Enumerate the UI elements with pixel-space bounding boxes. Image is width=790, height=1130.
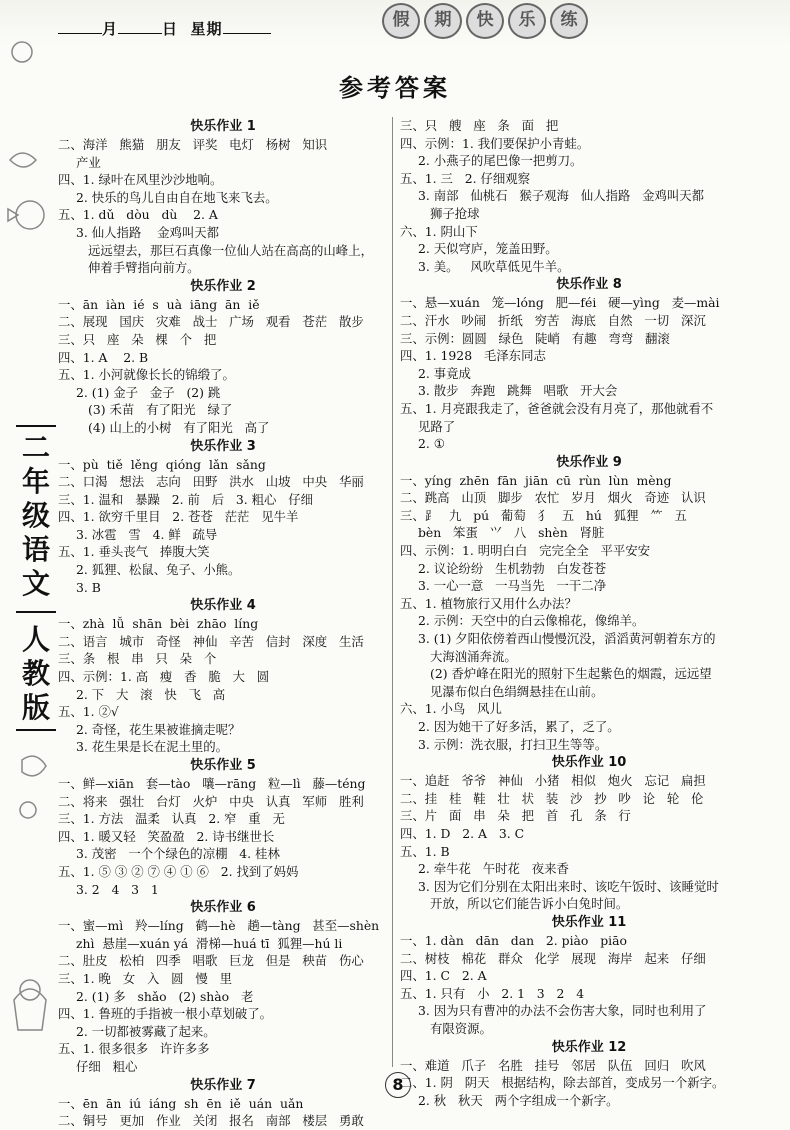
answer-line: 一、1. dàn dān dan 2. piào piāo	[400, 932, 627, 948]
answer-line: 3. 示例：洗衣服，打扫卫生等等。	[418, 736, 608, 752]
answer-line: 2. ①	[418, 436, 445, 452]
answer-line: 三、1. 温和 暴躁 2. 前 后 3. 粗心 仔细	[58, 491, 314, 507]
answer-line: 二、挂 桂 鞋 壮 状 装 沙 抄 吵 论 轮 伦	[400, 790, 704, 806]
side-char: 版	[21, 691, 50, 724]
answer-line: 六、1. 阴山下	[400, 223, 478, 239]
answer-line: zhì 悬崖—xuán yá 滑梯—huá tī 狐狸—hú li	[76, 935, 343, 951]
answer-line: 3. 因为只有曹冲的办法不会伤害大象，同时也利用了	[418, 1003, 707, 1019]
answer-line: 三、条 根 串 只 朵 个	[58, 651, 217, 667]
answer-line: 3. 散步 奔跑 跳舞 唱歌 开大会	[418, 383, 618, 399]
answer-line: 四、1. 绿叶在风里沙沙地响。	[58, 172, 223, 188]
answer-line: 六、1. 小鸟 风儿	[400, 701, 502, 717]
answer-line: 三、只 座 朵 棵 个 把	[58, 331, 217, 347]
answer-line: 伸着手臂指向前方。	[88, 260, 200, 276]
answer-line: 四、示例：1. 明明白白 完完全全 平平安安	[400, 543, 651, 559]
answer-line: 三、1. 晚 女 入 圆 慢 里	[58, 970, 232, 986]
answer-line: 2. 快乐的鸟儿自由自在地飞来飞去。	[76, 189, 278, 205]
answer-line: 3. 2 4 3 1	[76, 881, 159, 897]
answer-line: 有限资源。	[430, 1020, 492, 1036]
page-title: 参考答案	[339, 74, 451, 102]
answer-line: 二、口渴 想法 志向 田野 洪水 山坡 中央 华丽	[58, 474, 364, 490]
answer-line: 一、追赶 爷爷 神仙 小猪 相似 炮火 忘记 扁担	[400, 773, 706, 789]
answer-line: 四、1. 1928 毛泽东同志	[400, 348, 546, 364]
answer-line: 3. (1) 夕阳依傍着西山慢慢沉没，滔滔黄河朝着东方的	[418, 631, 716, 647]
answer-line: 产业	[76, 154, 101, 170]
answer-line: 仔细 粗心	[76, 1058, 138, 1074]
section-heading: 快乐作业 6	[190, 900, 256, 916]
side-char: 年	[21, 465, 50, 498]
side-char: 教	[21, 657, 50, 690]
answer-line: 五、1. dǔ dòu dù 2. A	[58, 207, 218, 223]
answer-line: 一、鲜—xiān 套—tào 嚷—rāng 粒—lì 藤—téng	[58, 776, 366, 791]
answer-line: 二、语言 城市 奇怪 神仙 辛苦 信封 深度 生活	[58, 633, 364, 649]
answer-line: 3. 因为它们分别在太阳出来时、该吃午饭时、该睡觉时	[418, 878, 719, 894]
side-char: 人	[21, 623, 50, 656]
answer-line: 3. 美。 风吹草低见牛羊。	[418, 258, 570, 274]
answer-line: 五、1. ②√	[58, 704, 119, 720]
answer-line: 四、1. C 2. A	[400, 968, 487, 984]
answer-line: 一、悬—xuán 笼—lóng 肥—féi 硬—yìng 麦—mài	[400, 295, 720, 311]
answer-line: 2. 牵牛花 午时花 夜来香	[418, 861, 569, 877]
answer-line: 2. 一切都被雾藏了起来。	[76, 1023, 216, 1039]
answer-line: 2. 事竟成	[418, 365, 471, 381]
answer-line: 2. 天似穹庐，笼盖田野。	[418, 241, 558, 257]
page-number: 8	[385, 1072, 411, 1098]
answer-line: 一、pù tiě lěng qióng lǎn sǎng	[58, 456, 266, 472]
answer-line: 二、1. 阴 阴天 根据结构，除去部首，变成另一个新字。	[400, 1075, 725, 1091]
section-heading: 快乐作业 1	[190, 119, 256, 134]
title-banner	[382, 3, 588, 39]
section-heading: 快乐作业 7	[190, 1077, 256, 1093]
answer-line: 2. 狐狸、松鼠、兔子、小熊。	[76, 562, 241, 578]
banner-char: 练	[550, 3, 588, 39]
answer-line: (3) 禾苗 有了阳光 绿了	[88, 402, 233, 418]
answer-line: 一、ān iàn ié s uà iāng ān iě	[58, 296, 260, 312]
answer-line: 四、1. 鲁班的手指被一根小草划破了。	[58, 1006, 273, 1022]
day-label: 日	[162, 20, 179, 38]
answer-line: 2. 下 大 滚 快 飞 高	[76, 686, 226, 702]
answer-line: 见路了	[418, 418, 456, 434]
answer-line: 3. 花生果是长在泥土里的。	[76, 739, 229, 755]
answer-line: 二、肚皮 松柏 四季 唱歌 巨龙 但是 秧苗 伤心	[58, 953, 364, 969]
side-char: 文	[21, 567, 50, 600]
banner-char: 快	[466, 3, 504, 39]
answer-line: 二、将来 强壮 台灯 火炉 中央 认真 军师 胜利	[58, 793, 364, 809]
answer-line: 2. 秋 秋天 两个字组成一个新字。	[418, 1092, 619, 1108]
answer-line: 2. (1) 金子 金子 (2) 跳	[76, 384, 221, 400]
answer-line: 三、⻊ 九 pú 葡萄 犭 五 hú 狐狸 ⺮ 五	[400, 507, 687, 523]
answer-line: 一、蜜—mì 羚—líng 鹤—hè 趟—tàng 甚至—shèn	[58, 918, 380, 934]
answer-line: 五、1. B	[400, 843, 450, 859]
side-char: 二	[21, 431, 50, 464]
grade-subject-label	[16, 425, 56, 731]
column-divider	[392, 117, 393, 1067]
answer-line: 3. 南部 仙桃石 猴子观海 仙人指路 金鸡叫天都	[418, 188, 705, 204]
answer-line: 三、1. 方法 温柔 认真 2. 窄 重 无	[58, 811, 285, 827]
side-char: 语	[21, 533, 50, 566]
answer-line: 3. 茂密 一个个绿色的凉棚 4. 桂林	[76, 846, 280, 862]
answer-line: bèn 笨蛋 ⺍ 八 shèn 肾脏	[418, 525, 605, 541]
section-heading: 快乐作业 10	[551, 755, 627, 771]
section-heading: 快乐作业 8	[556, 277, 622, 293]
answer-line: 五、1. 很多很多 许许多多	[58, 1041, 210, 1057]
section-heading: 快乐作业 5	[190, 758, 256, 773]
answer-line: 五、1. ⑤ ③ ② ⑦ ④ ① ⑥ 2. 找到了妈妈	[58, 863, 299, 879]
answer-line: 三、示例：圆圆 绿色 陡峭 有趣 弯弯 翻滚	[400, 330, 670, 346]
answer-line: 狮子抢球	[430, 205, 480, 221]
answer-line: 3. 仙人指路 金鸡叫天都	[76, 224, 220, 240]
date-line	[58, 18, 271, 39]
answer-line: 三、片 面 串 朵 把 首 孔 条 行	[400, 808, 631, 824]
banner-char: 期	[424, 3, 462, 39]
answer-line: 二、海洋 熊猫 朋友 评奖 电灯 杨树 知识	[58, 137, 328, 152]
answer-line: 四、1. 暖又轻 笑盈盈 2. 诗书继世长	[58, 828, 275, 844]
banner-char: 假	[382, 3, 420, 39]
answer-line: 2. 议论纷纷 生机勃勃 白发苍苍	[418, 560, 607, 576]
answer-line: 五、1. 月亮跟我走了，爸爸就会没有月亮了，那他就看不	[400, 400, 714, 416]
week-blank	[223, 19, 271, 34]
answer-line: 一、zhà lǚ shān bèi zhāo líng	[58, 616, 259, 632]
answer-line: 3. 冰雹 雪 4. 鲜 疏导	[76, 526, 218, 542]
answer-line: 四、示例：1. 我们要保护小青蛙。	[400, 135, 590, 151]
section-heading: 快乐作业 3	[190, 438, 256, 454]
answer-line: 五、1. 只有 小 2. 1 3 2 4	[400, 985, 585, 1001]
answer-line: 开放，所以它们能告诉小白兔时间。	[430, 896, 629, 912]
answer-line: 四、1. D 2. A 3. C	[400, 825, 525, 841]
answer-line: 五、1. 垂头丧气 捧腹大笑	[58, 544, 210, 560]
answer-line: 一、yíng zhēn fān jiān cū rùn lùn mèng	[400, 472, 672, 488]
answer-line: 见瀑布似白色绢绸悬挂在山前。	[430, 683, 604, 699]
answer-column-left	[58, 117, 388, 1130]
answer-line: 2. 因为她干了好多活，累了，乏了。	[418, 719, 620, 734]
section-heading: 快乐作业 4	[190, 598, 256, 614]
answer-line: 二、展现 国庆 灾难 战士 广场 观看 苍茫 散步	[58, 314, 364, 330]
answer-line: 三、只 艘 座 条 面 把	[400, 118, 559, 133]
answer-line: 五、1. 三 2. 仔细观察	[400, 170, 531, 186]
answer-line: 五、1. 植物旅行又用什么办法？	[400, 595, 577, 611]
answer-line: 3. B	[76, 579, 101, 595]
answer-line: 二、铜号 更加 作业 关闭 报名 南部 楼层 勇敢	[58, 1113, 364, 1129]
answer-line: 二、跳高 山顶 脚步 农忙 岁月 烟火 奇迹 认识	[400, 490, 706, 506]
side-char: 级	[21, 499, 50, 532]
section-heading: 快乐作业 2	[190, 278, 256, 294]
answer-line: 2. 奇怪，花生果被谁摘走呢？	[76, 721, 241, 737]
answer-line: 2. (1) 多 shǎo (2) shào 老	[76, 988, 254, 1004]
answer-line: 3. 一心一意 一马当先 一干二净	[418, 578, 607, 594]
month-blank	[58, 19, 102, 34]
banner-char: 乐	[508, 3, 546, 39]
section-heading: 快乐作业 12	[551, 1039, 627, 1055]
answer-line: 五、1. 小河就像长长的锦缎了。	[58, 367, 235, 383]
answer-line: 大海汹涌奔流。	[430, 648, 517, 664]
section-heading: 快乐作业 9	[556, 454, 622, 470]
answer-line: 远远望去，那巨石真像一位仙人站在高高的山峰上，	[88, 242, 373, 258]
day-blank	[118, 19, 162, 34]
answer-line: 二、树枝 棉花 群众 化学 展现 海岸 起来 仔细	[400, 950, 706, 966]
answer-line: 2. 示例：天空中的白云像棉花，像绵羊。	[418, 613, 645, 629]
answer-line: 一、ēn ān iú iáng sh ēn iě uán uǎn	[58, 1095, 304, 1111]
side-label-divider	[16, 601, 56, 613]
answer-line: 一、难道 爪子 名胜 挂号 邻居 队伍 回归 吹风	[400, 1057, 706, 1073]
answer-line: 四、1. A 2. B	[58, 349, 149, 365]
answer-line: (4) 山上的小树 有了阳光 高了	[88, 419, 270, 435]
answer-line: 四、1. 欲穷千里目 2. 苍苍 茫茫 见牛羊	[58, 509, 299, 525]
week-label: 星期	[190, 20, 223, 38]
answer-line: 四、示例：1. 高 瘦 香 脆 大 圆	[58, 669, 270, 685]
answer-line: (2) 香炉峰在阳光的照射下生起紫色的烟霞，远远望	[430, 666, 712, 682]
answer-line: 二、汗水 吵闹 折纸 穷苦 海底 自然 一切 深沉	[400, 312, 706, 328]
answer-column-right	[400, 117, 778, 1109]
section-heading: 快乐作业 11	[551, 914, 627, 930]
answer-line: 2. 小燕子的尾巴像一把剪刀。	[418, 153, 583, 169]
month-label: 月	[102, 20, 119, 38]
